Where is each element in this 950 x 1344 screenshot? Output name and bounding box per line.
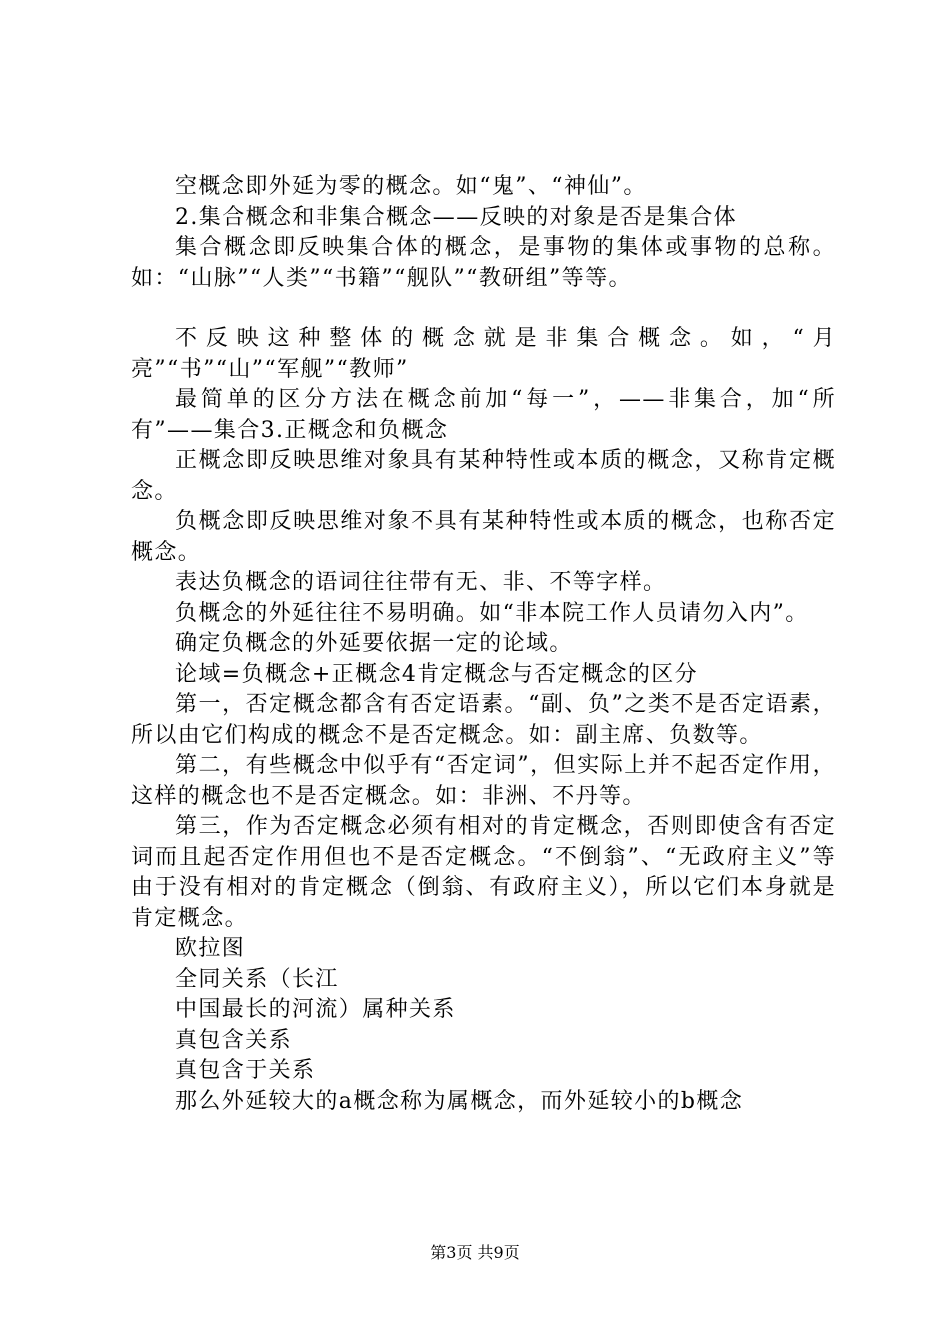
paragraph-first-point: 第一，否定概念都含有否定语素。“副、负”之类不是否定语素，所以由它们构成的概念不是否定概念。如：副主席、负数等。 [131,692,836,748]
paragraph-properly-included: 真包含于关系 [175,1058,316,1083]
paragraph-empty-concept: 空概念即外延为零的概念。如“鬼”、“神仙”。 [175,174,647,199]
paragraph-non-collective: 不反映这种整体的概念就是非集合概念。如，“月亮”“书”“山”“军舰”“教师” [131,326,836,382]
heading-collective-concept: 2.集合概念和非集合概念——反映的对象是否是集合体 [175,204,737,230]
paragraph-negative-words: 表达负概念的语词往往带有无、非、不等字样。 [175,570,667,595]
page-number-footer: 第3页 共9页 [430,1243,520,1262]
paragraph-domain-formula: 论域=负概念+正概念4肯定概念与否定概念的区分 [175,661,699,687]
paragraph-positive-concept: 正概念即反映思维对象具有某种特性或本质的概念，又称肯定概念。 [131,448,836,504]
document-body [131,172,836,1117]
paragraph-third-point: 第三，作为否定概念必须有相对的肯定概念，否则即使含有否定词而且起否定作用但也不是否定概念。“不倒翁”、“无政府主义”等由于没有相对的肯定概念（倒翁、有政府主义），所以它们本身就是肯定概念。 [131,814,836,931]
paragraph-genus-concept: 那么外延较大的a概念称为属概念，而外延较小的b概念 [175,1088,744,1114]
paragraph-euler-diagram: 欧拉图 [175,936,246,961]
paragraph-negative-extension: 负概念的外延往往不易明确。如“非本院工作人员请勿入内”。 [175,600,809,626]
paragraph-genus-species: 中国最长的河流）属种关系 [175,997,456,1022]
paragraph-negative-concept: 负概念即反映思维对象不具有某种特性或本质的概念，也称否定概念。 [131,509,836,565]
paragraph-identity-relation: 全同关系（长江 [175,966,339,992]
paragraph-domain: 确定负概念的外延要依据一定的论域。 [175,631,573,656]
paragraph-second-point: 第二，有些概念中似乎有“否定词”，但实际上并不起否定作用，这样的概念也不是否定概念。如：非洲、不丹等。 [131,753,836,809]
paragraph-collective-definition: 集合概念即反映集合体的概念，是事物的集体或事物的总称。如：“山脉”“人类”“书籍”“舰队”“教研组”等等。 [131,235,836,291]
paragraph-proper-inclusion: 真包含关系 [175,1027,293,1053]
paragraph-distinction-method: 最简单的区分方法在概念前加“每一”，——非集合，加“所有”——集合3.正概念和负概念 [131,387,836,443]
